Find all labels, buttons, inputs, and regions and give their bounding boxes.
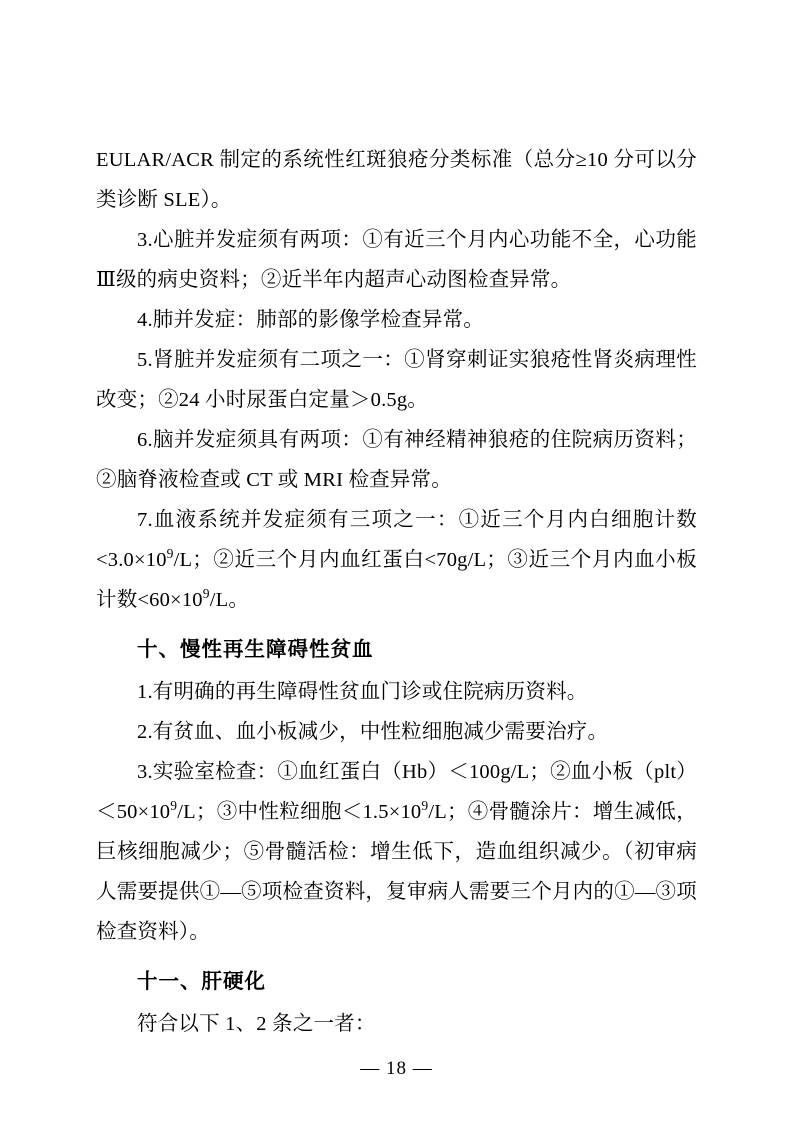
paragraph-item-6: 6.脑并发症须具有两项：①有神经精神狼疮的住院病历资料；②脑脊液检查或 CT 或 MRI 检查异常。 bbox=[96, 429, 697, 491]
blood-prefix: 7.血液系统并发症须有三项之一：①近三个月内白细胞计数<3.0×10 bbox=[96, 509, 697, 571]
paragraph-item-5: 5.肾脏并发症须有二项之一：①肾穿刺证实狼疮性肾炎病理性改变；②24 小时尿蛋白定量＞0.5g。 bbox=[96, 349, 697, 411]
blood-suffix: /L。 bbox=[209, 589, 250, 611]
paragraph-11-1: 符合以下 1、2 条之一者： bbox=[137, 1013, 376, 1035]
paragraph-intro: EULAR/ACR 制定的系统性红斑狼疮分类标准（总分≥10 分可以分类诊断 SLE）。 bbox=[96, 149, 697, 211]
lab-suffix: /L；④骨髓涂片：增生减低，巨核细胞减少；⑤骨髓活检：增生低下，造血组织减少。（初审病人需要提供①—⑤项检查资料，复审病人需要三个月内的①—③项检查资料）。 bbox=[96, 801, 697, 943]
blood-superscript-1: 9 bbox=[166, 546, 174, 562]
paragraph-10-2: 2.有贫血、血小板减少，中性粒细胞减少需要治疗。 bbox=[137, 721, 609, 743]
section-heading-eleven: 十一、肝硬化 bbox=[137, 970, 266, 993]
paragraph-item-3: 3.心脏并发症须有两项：①有近三个月内心功能不全，心功能Ⅲ级的病史资料；②近半年内超声心动图检查异常。 bbox=[96, 229, 697, 291]
lab-superscript-1: 9 bbox=[170, 798, 178, 814]
spacer bbox=[96, 620, 697, 624]
blood-superscript-2: 9 bbox=[202, 586, 210, 602]
lab-mid: /L；③中性粒细胞＜1.5×10 bbox=[177, 801, 422, 823]
paragraph-10-3 bbox=[96, 752, 697, 952]
document-body bbox=[96, 140, 697, 1044]
section-heading-ten: 十、慢性再生障碍性贫血 bbox=[137, 638, 374, 661]
spacer bbox=[96, 952, 697, 956]
blood-mid: /L；②近三个月内血红蛋白<70g/L；③近三个月内血小板计数<60×10 bbox=[96, 549, 697, 611]
lab-superscript-2: 9 bbox=[421, 798, 429, 814]
paragraph-item-7 bbox=[96, 500, 697, 620]
paragraph-10-1: 1.有明确的再生障碍性贫血门诊或住院病历资料。 bbox=[137, 681, 588, 703]
paragraph-item-4: 4.肺并发症：肺部的影像学检查异常。 bbox=[137, 309, 484, 331]
lab-prefix: 3.实验室检查：①血红蛋白（Hb）＜100g/L；②血小板（plt）＜50×10 bbox=[96, 761, 697, 823]
page-number: — 18 — bbox=[360, 1058, 433, 1079]
